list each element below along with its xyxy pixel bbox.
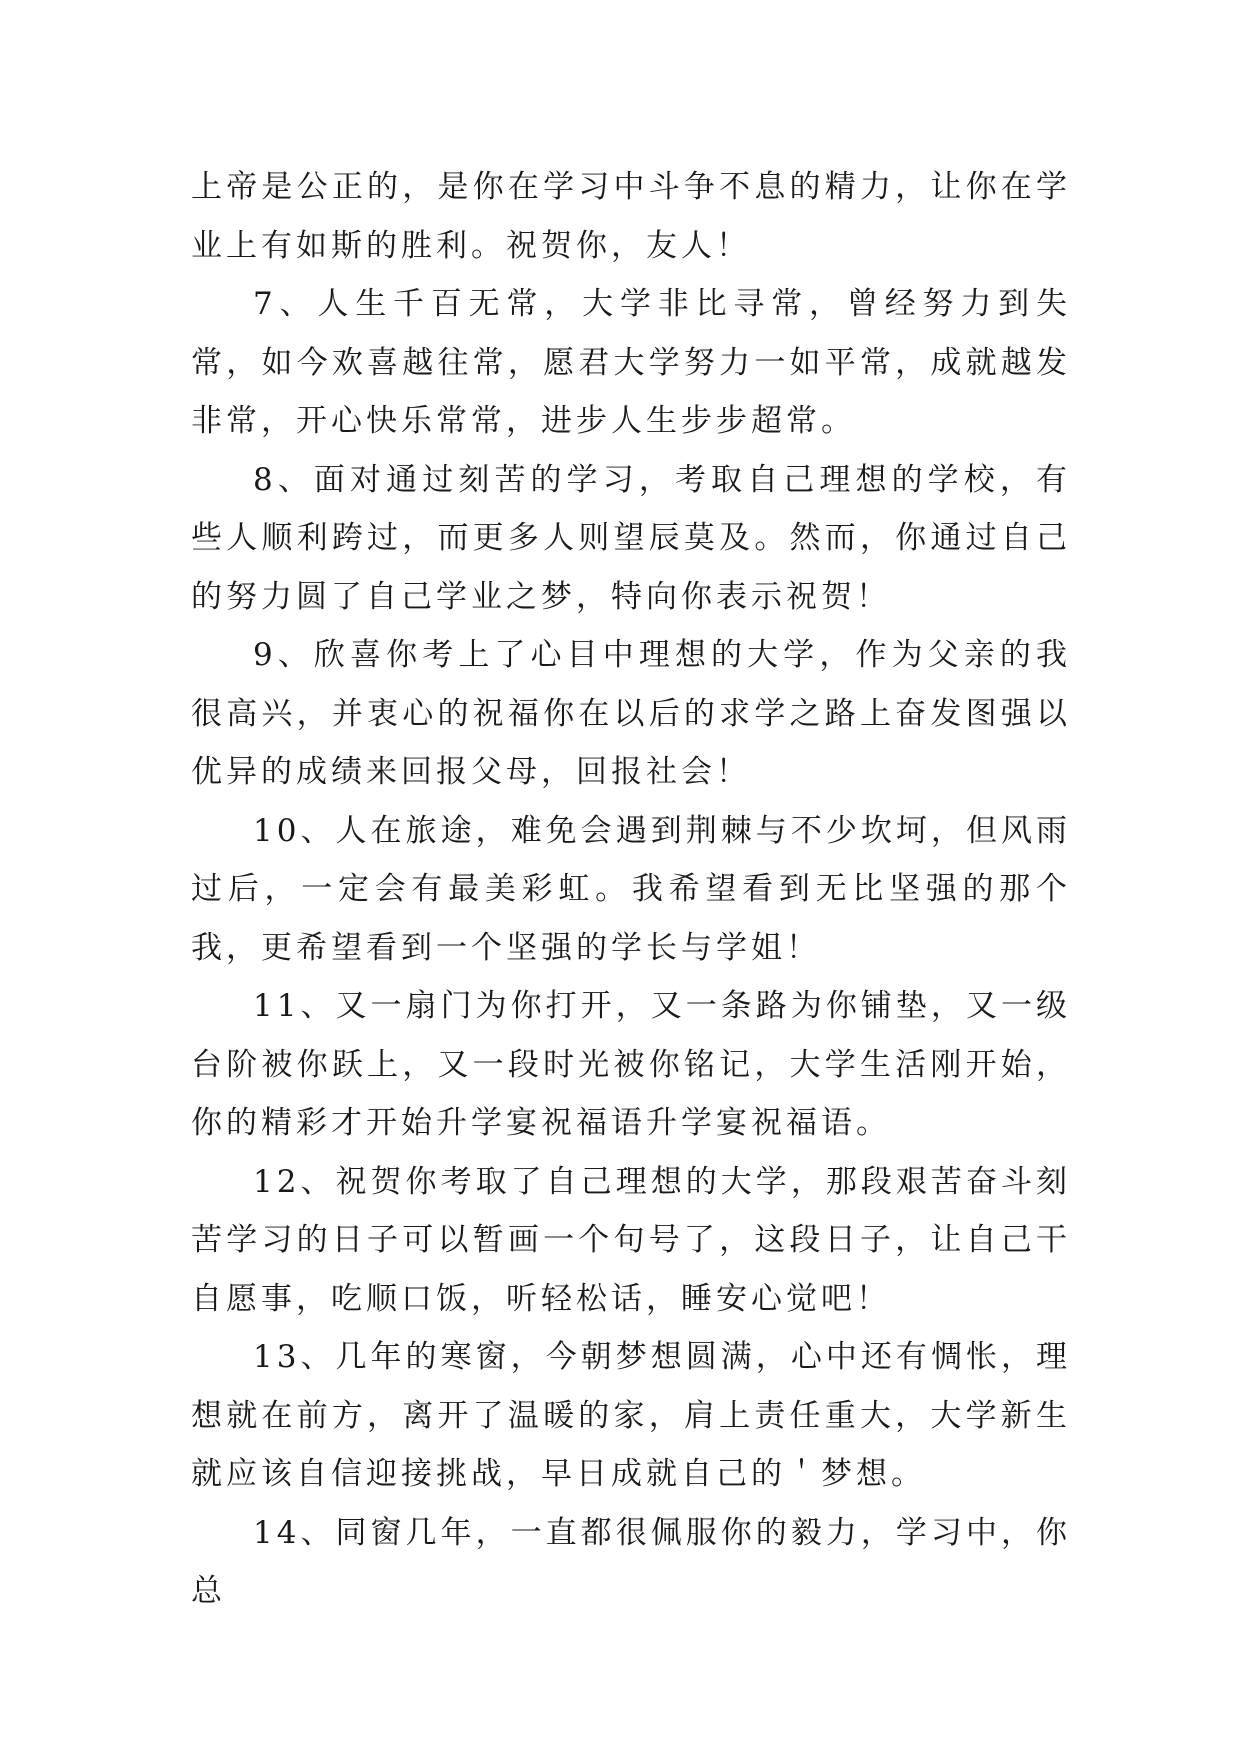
paragraph-13: 13、几年的寒窗，今朝梦想圆满，心中还有惆怅，理想就在前方，离开了温暖的家，肩上责任重大，大学新生就应该自信迎接挑战，早日成就自己的＇梦想。 xyxy=(191,1339,1071,1492)
paragraph-12: 12、祝贺你考取了自己理想的大学，那段艰苦奋斗刻苦学习的日子可以暂画一个句号了，这段日子，让自己干自愿事，吃顺口饭，听轻松话，睡安心觉吧！ xyxy=(191,1163,1071,1317)
document-body xyxy=(191,158,1071,1621)
paragraph-8: 8、面对通过刻苦的学习，考取自己理想的学校，有些人顺利跨过，而更多人则望辰莫及。然而，你通过自己的努力圆了自己学业之梦，特向你表示祝贺！ xyxy=(191,461,1071,615)
paragraph-7: 7、人生千百无常，大学非比寻常，曾经努力到失常，如今欢喜越往常，愿君大学努力一如平常，成就越发非常，开心快乐常常，进步人生步步超常。 xyxy=(191,286,1071,439)
paragraph-14: 14、同窗几年，一直都很佩服你的毅力，学习中，你总 xyxy=(191,1514,1071,1609)
paragraph-9: 9、欣喜你考上了心目中理想的大学，作为父亲的我很高兴，并衷心的祝福你在以后的求学之路上奋发图强以优异的成绩来回报父母，回报社会！ xyxy=(191,637,1071,790)
paragraph-10: 10、人在旅途，难免会遇到荆棘与不少坎坷，但风雨过后，一定会有最美彩虹。我希望看到无比坚强的那个我，更希望看到一个坚强的学长与学姐！ xyxy=(191,812,1071,966)
paragraph-11: 11、又一扇门为你打开，又一条路为你铺垫，又一级台阶被你跃上，又一段时光被你铭记，大学生活刚开始，你的精彩才开始升学宴祝福语升学宴祝福语。 xyxy=(191,988,1071,1141)
paragraph-continuation: 上帝是公正的，是你在学习中斗争不息的精力，让你在学业上有如斯的胜利。祝贺你，友人！ xyxy=(191,169,1071,264)
